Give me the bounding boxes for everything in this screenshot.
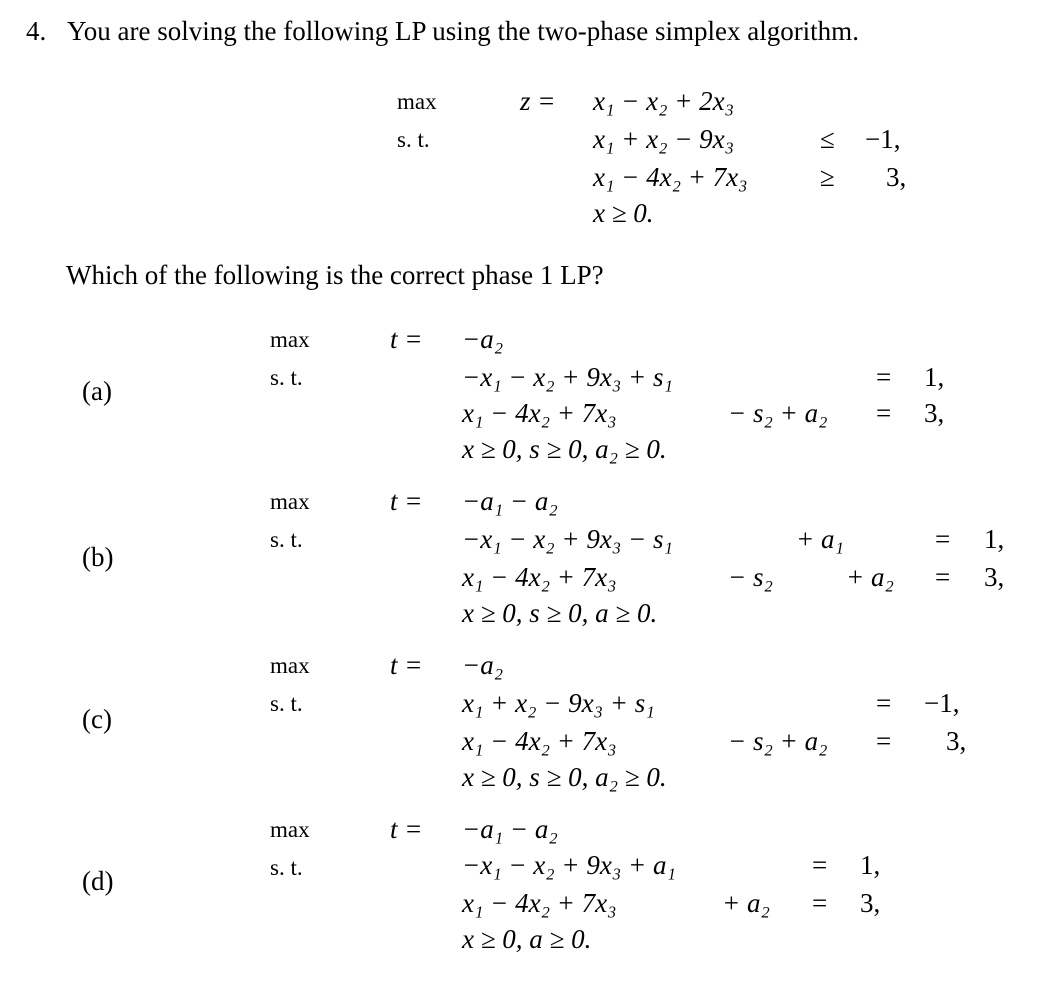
max-keyword: max <box>270 327 310 352</box>
objective-lhs: t = <box>390 814 423 844</box>
lp-constraint-2-op: ≥ <box>820 162 835 192</box>
objective-lhs: t = <box>390 486 423 516</box>
lp-constraint-1-rhs: −1, <box>865 124 901 154</box>
lp-objective-lhs: z = <box>520 86 556 116</box>
constraint-2-rhs: 3, <box>984 562 1005 592</box>
st-keyword: s. t. <box>270 855 303 880</box>
constraint-2: x₁ − 4x₂ + 7x₃ <box>462 398 617 428</box>
max-keyword: max <box>270 653 310 678</box>
objective-lhs: t = <box>390 324 423 354</box>
constraint-1-rhs: 1, <box>984 524 1005 554</box>
constraint-2-extra: − s₂ + a₂ <box>728 726 828 756</box>
option-label: (a) <box>82 376 112 406</box>
constraint-2: x₁ − 4x₂ + 7x₃ <box>462 726 617 756</box>
nonnegativity: x ≥ 0, s ≥ 0, a₂ ≥ 0. <box>462 762 667 792</box>
constraint-1-eq: = <box>935 524 951 554</box>
constraint-1-rhs: 1, <box>924 362 945 392</box>
constraint-2-extra: − s₂ + a₂ <box>728 398 828 428</box>
max-keyword: max <box>270 489 310 514</box>
lp-constraint-1-op: ≤ <box>820 124 835 154</box>
nonnegativity: x ≥ 0, s ≥ 0, a ≥ 0. <box>462 598 658 628</box>
lp-constraint-1: x₁ + x₂ − 9x₃ <box>593 124 735 154</box>
max-keyword: max <box>270 817 310 842</box>
objective: −a₁ − a₂ <box>462 814 558 844</box>
st-keyword: s. t. <box>270 691 303 716</box>
lp-constraint-2-rhs: 3, <box>886 162 907 192</box>
lp-constraint-2: x₁ − 4x₂ + 7x₃ <box>593 162 748 192</box>
lp-st-keyword: s. t. <box>397 127 430 152</box>
question-text: You are solving the following LP using the two-phase simplex algorithm. <box>67 16 859 46</box>
objective: −a₂ <box>462 324 504 354</box>
objective-lhs: t = <box>390 650 423 680</box>
nonnegativity: x ≥ 0, a ≥ 0. <box>462 924 592 954</box>
constraint-2-rhs: 3, <box>924 398 945 428</box>
constraint-1: −x₁ − x₂ + 9x₃ − s₁ <box>462 524 673 554</box>
option-label: (d) <box>82 866 114 896</box>
constraint-1-rhs: −1, <box>924 688 960 718</box>
constraint-2: x₁ − 4x₂ + 7x₃ <box>462 562 617 592</box>
lp-objective: x₁ − x₂ + 2x₃ <box>593 86 735 116</box>
constraint-2-eq: = <box>876 726 892 756</box>
constraint-2-eq: = <box>935 562 951 592</box>
prompt-text: Which of the following is the correct phase 1 LP? <box>66 260 604 290</box>
constraint-1-rhs: 1, <box>860 850 881 880</box>
constraint-1-extra: + a₁ <box>796 524 844 554</box>
option-label: (c) <box>82 704 112 734</box>
option-label: (b) <box>82 542 114 572</box>
constraint-2-extra: + a₂ <box>722 888 770 918</box>
constraint-1-eq: = <box>812 850 828 880</box>
constraint-2-eq: = <box>876 398 892 428</box>
constraint-2: x₁ − 4x₂ + 7x₃ <box>462 888 617 918</box>
nonnegativity: x ≥ 0, s ≥ 0, a₂ ≥ 0. <box>462 434 667 464</box>
constraint-2-rhs: 3, <box>860 888 881 918</box>
objective: −a₁ − a₂ <box>462 486 558 516</box>
constraint-2-extra: − s₂ <box>728 562 773 592</box>
constraint-2-rhs: 3, <box>946 726 967 756</box>
objective: −a₂ <box>462 650 504 680</box>
lp-max-keyword: max <box>397 89 437 114</box>
constraint-1: −x₁ − x₂ + 9x₃ + s₁ <box>462 362 673 392</box>
st-keyword: s. t. <box>270 527 303 552</box>
constraint-1: −x₁ − x₂ + 9x₃ + a₁ <box>462 850 676 880</box>
constraint-1-eq: = <box>876 362 892 392</box>
constraint-2-extra2: + a₂ <box>846 562 894 592</box>
constraint-2-eq: = <box>812 888 828 918</box>
st-keyword: s. t. <box>270 365 303 390</box>
constraint-1: x₁ + x₂ − 9x₃ + s₁ <box>462 688 655 718</box>
constraint-1-eq: = <box>876 688 892 718</box>
lp-nonnegativity: x ≥ 0. <box>593 198 654 228</box>
question-number: 4. <box>26 16 47 46</box>
